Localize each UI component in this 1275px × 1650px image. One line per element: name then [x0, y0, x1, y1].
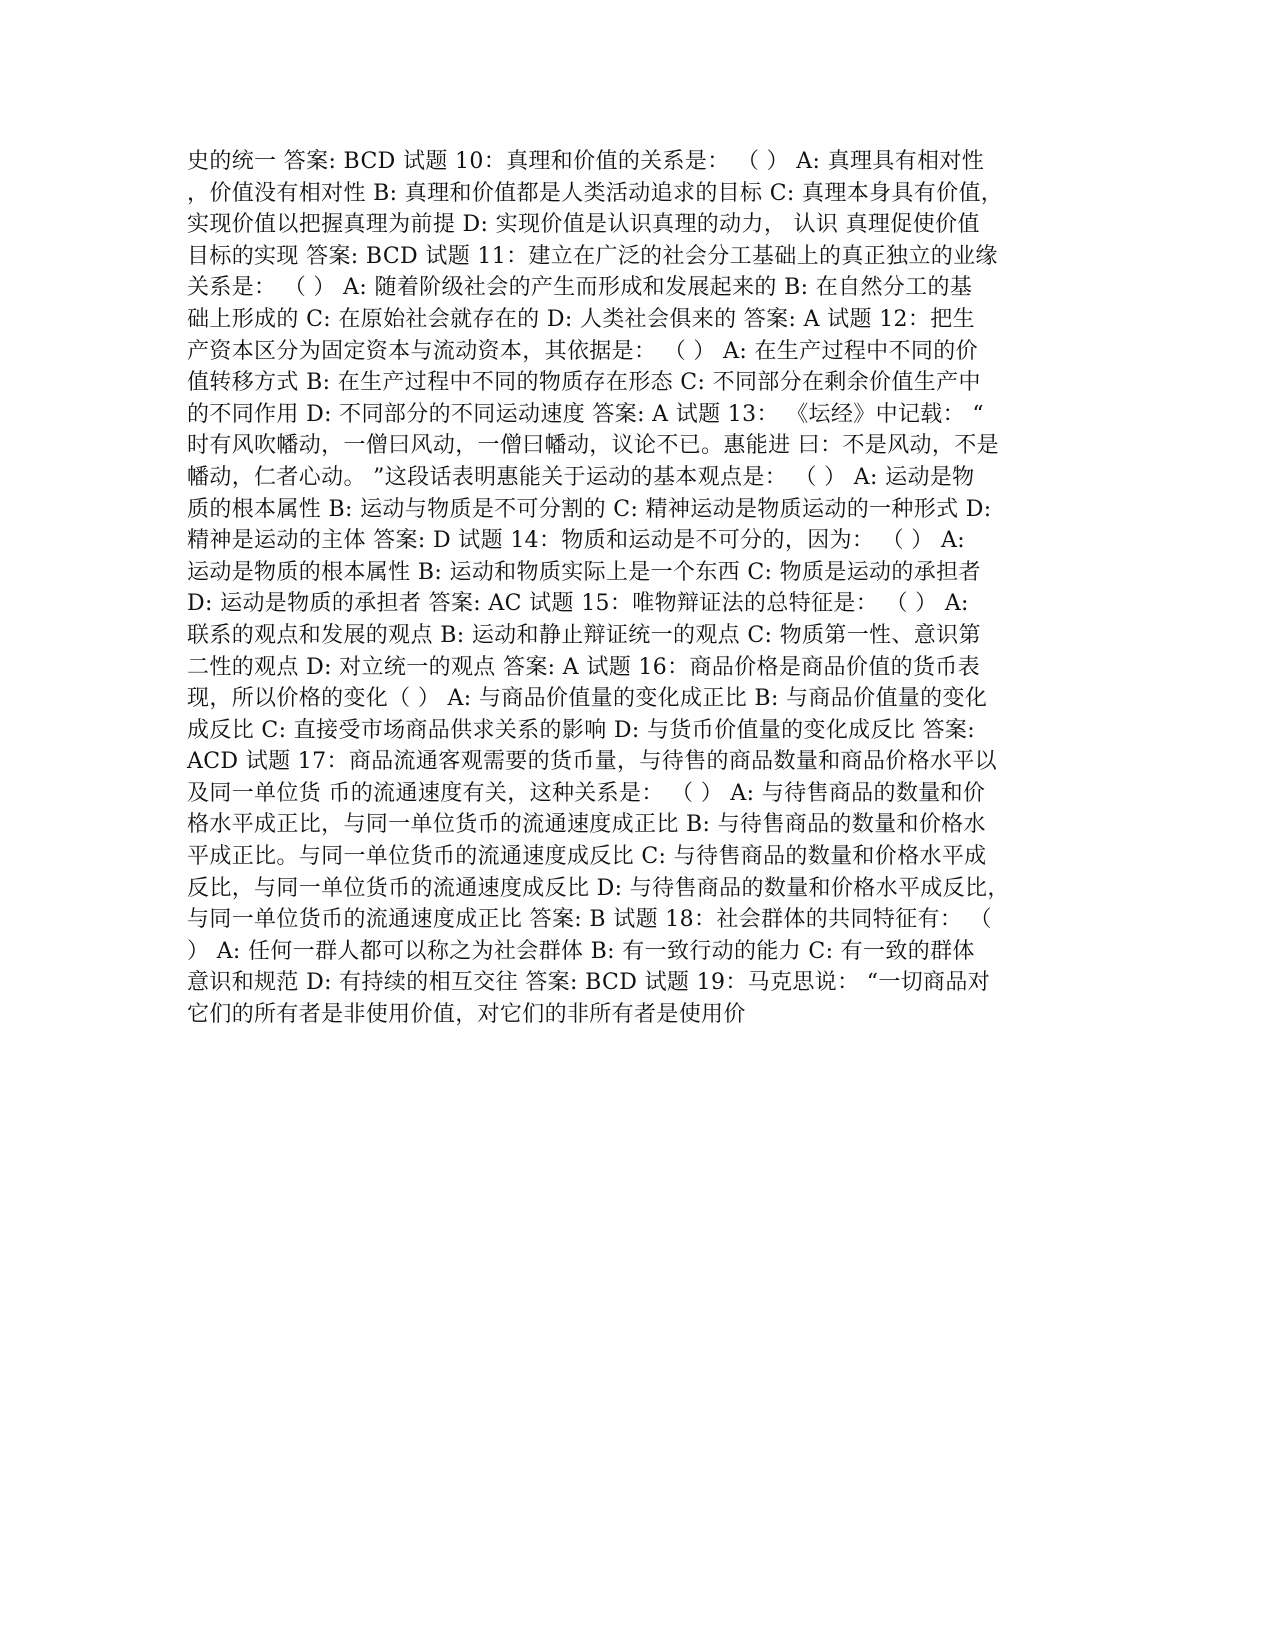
text-line: 精神是运动的主体 答案: D 试题 14：物质和运动是不可分的，因为： （ ） A:	[187, 528, 965, 554]
text-line: 与同一单位货币的流通速度成正比 答案: B 试题 18：社会群体的共同特征有： （	[187, 907, 992, 933]
text-line: 的不同作用 D: 不同部分的不同运动速度 答案: A 试题 13： 《坛经》中记载： “	[187, 401, 984, 427]
text-line: 二性的观点 D: 对立统一的观点 答案: A 试题 16：商品价格是商品价值的货币表	[187, 654, 981, 680]
text-line: 意识和规范 D: 有持续的相互交往 答案: BCD 试题 19：马克思说： “一切商品对	[187, 970, 991, 996]
document-body-text	[187, 146, 1092, 1031]
text-line: 联系的观点和发展的观点 B: 运动和静止辩证统一的观点 C: 物质第一性、意识第	[187, 622, 981, 648]
text-line: 目标的实现 答案: BCD 试题 11：建立在广泛的社会分工基础上的真正独立的业缘	[187, 243, 998, 269]
text-line: 史的统一 答案: BCD 试题 10：真理和价值的关系是： （ ） A: 真理具有相对性	[187, 149, 985, 174]
text-line: 时有风吹幡动，一僧曰风动，一僧曰幡动，议论不已。惠能进 曰：不是风动，不是	[187, 433, 999, 459]
text-line: 关系是： （ ） A: 随着阶级社会的产生而形成和发展起来的 B: 在自然分工的基	[187, 275, 973, 301]
text-line: 幡动，仁者心动。 ”这段话表明惠能关于运动的基本观点是： （ ） A: 运动是物	[187, 464, 975, 490]
text-line: 反比，与同一单位货币的流通速度成反比 D: 与待售商品的数量和价格水平成反比，	[187, 875, 1010, 901]
text-line: 实现价值以把握真理为前提 D: 实现价值是认识真理的动力， 认识 真理促使价值	[187, 212, 980, 238]
text-line: 平成正比。与同一单位货币的流通速度成反比 C: 与待售商品的数量和价格水平成	[187, 844, 987, 870]
text-line: 质的根本属性 B: 运动与物质是不可分割的 C: 精神运动是物质运动的一种形式 D:	[187, 496, 992, 522]
text-line: 值转移方式 B: 在生产过程中不同的物质存在形态 C: 不同部分在剩余价值生产中	[187, 370, 981, 396]
text-line: 产资本区分为固定资本与流动资本，其依据是： （ ） A: 在生产过程中不同的价	[187, 338, 978, 364]
text-line: 现，所以价格的变化（ ） A: 与商品价值量的变化成正比 B: 与商品价值量的变化	[187, 686, 988, 712]
text-line: 它们的所有者是非使用价值，对它们的非所有者是使用价	[187, 1002, 746, 1028]
text-line: ，价值没有相对性 B: 真理和价值都是人类活动追求的目标 C: 真理本身具有价值，	[187, 180, 1004, 206]
text-line: ） A: 任何一群人都可以称之为社会群体 B: 有一致行动的能力 C: 有一致的群体	[187, 938, 975, 964]
text-line: 格水平成正比，与同一单位货币的流通速度成正比 B: 与待售商品的数量和价格水	[187, 812, 986, 838]
text-line: 及同一单位货 币的流通速度有关，这种关系是： （ ） A: 与待售商品的数量和价	[187, 780, 986, 806]
text-line: 础上形成的 C: 在原始社会就存在的 D: 人类社会俱来的 答案: A 试题 12：把生	[187, 306, 975, 332]
text-line: ACD 试题 17：商品流通客观需要的货币量，与待售的商品数量和商品价格水平以	[187, 749, 997, 775]
text-line: D: 运动是物质的承担者 答案: AC 试题 15：唯物辩证法的总特征是： （ ） A:	[187, 591, 969, 617]
text-line: 成反比 C: 直接受市场商品供求关系的影响 D: 与货币价值量的变化成反比 答案:	[187, 717, 976, 743]
text-line: 运动是物质的根本属性 B: 运动和物质实际上是一个东西 C: 物质是运动的承担者	[187, 559, 981, 585]
